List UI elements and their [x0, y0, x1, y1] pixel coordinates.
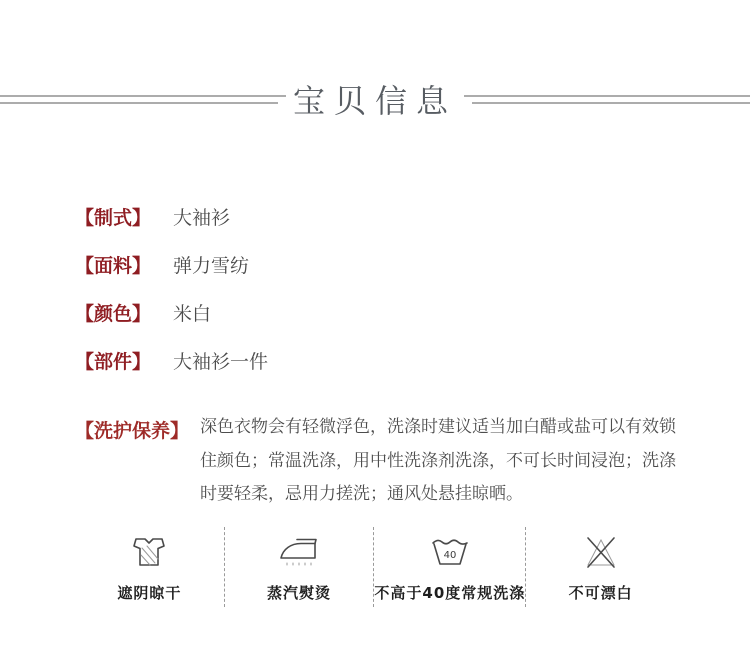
care-instructions-line: 时要轻柔，忌用力搓洗；通风处悬挂晾晒。 — [200, 484, 523, 504]
attribute-row-color — [75, 299, 211, 325]
care-instructions-line: 住颜色；常温洗涤，用中性洗涤剂洗涤，不可长时间浸泡；洗涤 — [200, 450, 676, 471]
wash-temperature-value: 40 — [443, 550, 457, 561]
attribute-row-parts — [75, 347, 268, 373]
care-icon-cell-steam-iron — [224, 527, 374, 607]
care-icons-row — [75, 527, 675, 607]
no-bleach-triangle-icon — [581, 527, 621, 577]
wash-40c-basin-icon — [430, 527, 470, 577]
care-icon-label: 遮阴晾干 — [117, 584, 182, 602]
care-icon-label: 蒸汽熨烫 — [267, 584, 332, 602]
care-instructions-text — [200, 411, 676, 512]
attribute-value: 米白 — [173, 303, 212, 325]
care-icon-label: 不可漂白 — [568, 584, 633, 602]
attribute-value: 大袖衫一件 — [173, 351, 269, 373]
attribute-label: 【面料】 — [75, 255, 152, 277]
section-title: 宝贝信息 — [292, 82, 457, 120]
attribute-row-fabric — [75, 251, 249, 277]
attribute-row-style — [75, 203, 230, 229]
care-section-label: 【洗护保养】 — [75, 420, 190, 442]
care-instructions-line: 深色衣物会有轻微浮色，洗涤时建议适当加白醋或盐可以有效锁 — [200, 417, 676, 437]
attribute-label: 【制式】 — [75, 207, 152, 229]
shade-dry-tshirt-icon — [129, 527, 169, 577]
attribute-value: 大袖衫 — [173, 207, 231, 229]
care-icon-cell-wash-40 — [373, 527, 525, 607]
care-icon-cell-no-bleach — [525, 527, 675, 607]
attribute-label: 【部件】 — [75, 351, 152, 373]
care-icon-cell-shade-dry — [75, 527, 224, 607]
care-icon-label: 不高于40度常规洗涤 — [374, 584, 526, 602]
attribute-label: 【颜色】 — [75, 303, 152, 325]
attribute-value: 弹力雪纺 — [173, 255, 250, 277]
steam-iron-icon — [277, 527, 321, 577]
